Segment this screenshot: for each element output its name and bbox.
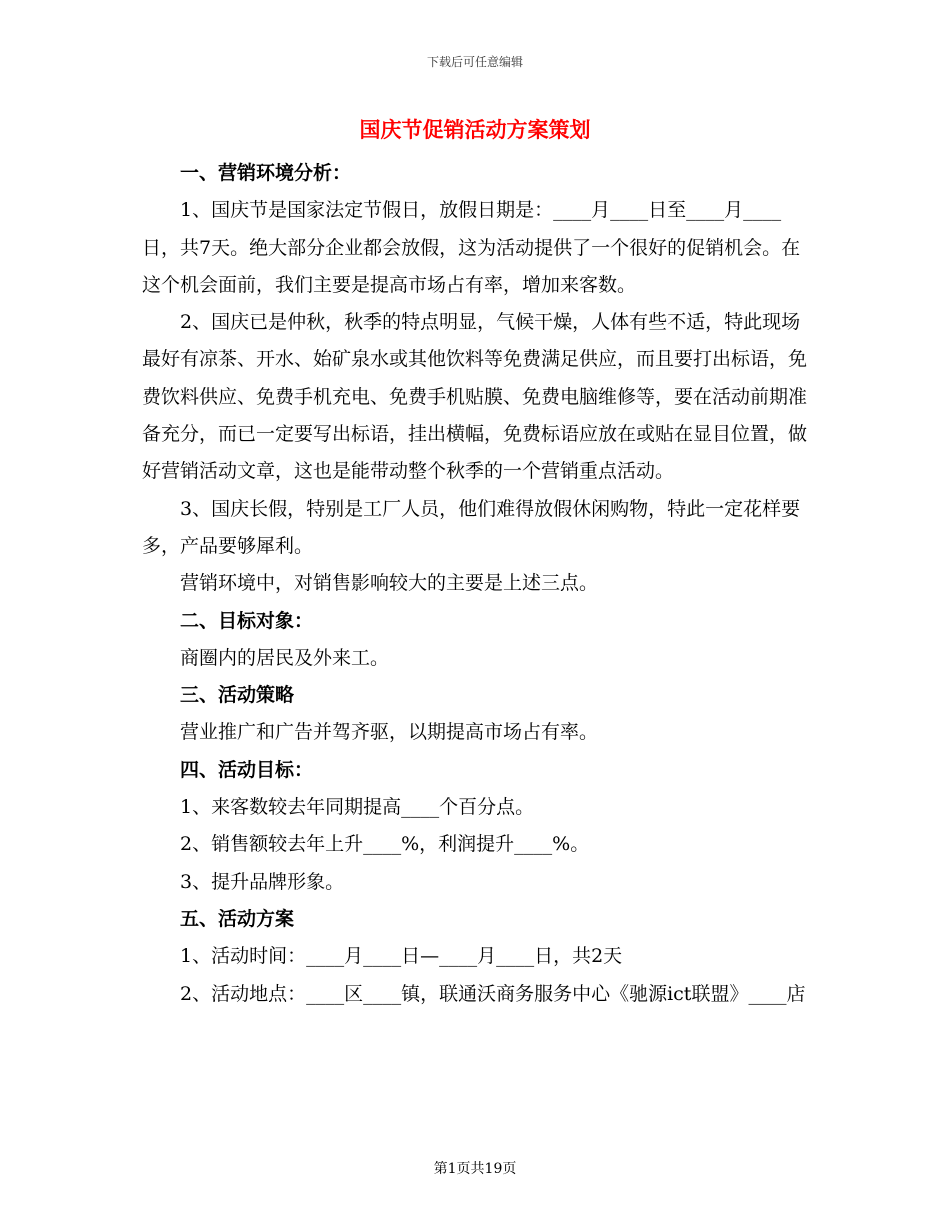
document-body xyxy=(142,155,812,1013)
paragraph: 1、国庆节是国家法定节假日，放假日期是：____月____日至____月____日，共7天。绝大部分企业都会放假，这为活动提供了一个很好的促销机会。在这个机会面前，我们主要是提高市场占有率，增加来客数。 xyxy=(142,199,801,296)
section-heading-2: 二、目标对象： xyxy=(180,609,314,632)
section-heading-3: 三、活动策略 xyxy=(180,684,295,707)
paragraph: 2、销售额较去年上升____%，利润提升____%。 xyxy=(180,833,590,856)
paragraph: 3、国庆长假，特别是工厂人员，他们难得放假休闲购物，特此一定花样要多，产品要够犀利。 xyxy=(142,497,801,557)
document-title: 国庆节促销活动方案策划 xyxy=(359,117,591,142)
section-heading-4: 四、活动目标： xyxy=(180,758,314,781)
paragraph: 商圈内的居民及外来工。 xyxy=(180,646,390,669)
paragraph: 2、活动地点：____区____镇，联通沃商务服务中心《驰源ict联盟》____店 xyxy=(180,982,806,1005)
paragraph: 营业推广和广告并驾齐驱，以期提高市场占有率。 xyxy=(180,721,599,744)
paragraph: 2、国庆已是仲秋，秋季的特点明显，气候干燥，人体有些不适，特此现场最好有凉茶、开水、始矿泉水或其他饮料等免费满足供应，而且要打出标语，免费饮料供应、免费手机充电、免费手机贴膜、免费电脑维修等，要在活动前期准备充分，而已一定要写出标语，挂出横幅，免费标语应放在或贴在显目位置，做好营销活动文章，这也是能带动整个秋季的一个营销重点活动。 xyxy=(142,311,808,483)
paragraph: 营销环境中，对销售影响较大的主要是上述三点。 xyxy=(180,572,599,595)
paragraph: 1、来客数较去年同期提高____个百分点。 xyxy=(180,796,535,819)
section-heading-5: 五、活动方案 xyxy=(180,907,295,930)
page-header: 下载后可任意编辑 xyxy=(426,55,523,69)
paragraph: 1、活动时间：____月____日—____月____日，共2天 xyxy=(180,945,623,968)
section-heading-1: 一、营销环境分析： xyxy=(180,162,352,184)
page-footer: 第1页共19页 xyxy=(433,1161,517,1177)
paragraph: 3、提升品牌形象。 xyxy=(180,870,345,893)
